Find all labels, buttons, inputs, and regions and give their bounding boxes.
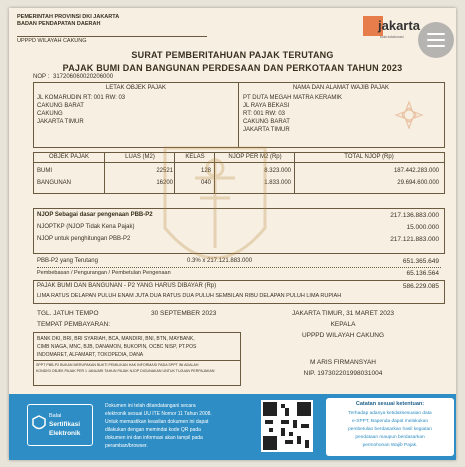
object-table-header: OBJEK PAJAK [49,154,89,160]
note-line: pendataan maupun berdasarkan [355,435,425,440]
taxpayer-line: CAKUNG BARAT [243,119,290,125]
signature-name: M ARIS FIRMANSYAH [310,359,376,366]
note-title: Catatan sesuai ketentuan: [355,401,425,407]
pbb-due-formula: 0.3% x 217.121.883.000 [187,258,253,264]
document-subtitle: PAJAK BUMI DAN BANGUNAN PERDESAAN DAN PERKOTAAN TAHUN 2023 [62,63,403,73]
document-title: SURAT PEMBERITAHUAN PAJAK TERUTANG [131,50,334,60]
object-table-header: NJOP PER M2 (Rp) [228,154,282,160]
ownership-notice: SPPT PBB-P2 BUKAN MERUPAKAN BUKTI PEMILIKAN HAK INFORMASI PADA SPPT INI ADALAH [36,363,199,367]
table-cell: 128 [200,168,211,174]
regulation-note-card [326,398,454,456]
payment-banks-line: INDOMARET, ALFAMART, TOKOPEDIA, DANA [37,352,144,358]
payment-place-label: TEMPAT PEMBAYARAN: [37,321,111,328]
taxpayer-heading: NAMA DAN ALAMAT WAJIB PAJAK [292,85,390,91]
esign-note-line: Dokumen ini telah ditandatangani secara [105,403,196,409]
logo-word: jakarta [378,18,420,33]
payment-banks-line: CIMB NIAGA, MNC, BJB, DANAMON, BUKOPIN, OCBC NISP, PT.POS [37,344,197,350]
logo-tagline: kota kolaborasi [380,35,404,39]
header-divider [17,36,207,37]
note-line: Terhadap adanya ketidaksesuaian data [348,411,432,416]
object-location-heading: LETAK OBJEK PAJAK [105,85,167,91]
pbb-due-label: PBB-P2 yang Terutang [37,258,98,264]
payment-divider [33,360,240,361]
signature-position: KEPALA [330,321,356,328]
ownership-notice: KONDISI OBJEK PAJAK PER 1 JANUARI TAHUN PAJAK NJOP DIGUNAKAN UNTUK TUJUAN PERPAJAKAN [36,369,215,373]
esign-note-line: peramban/browser. [105,443,148,449]
due-date-label: TGL. JATUH TEMPO [37,310,99,317]
payable-label: PAJAK BUMI DAN BANGUNAN - P2 YANG HARUS DIBAYAR (Rp) [37,283,217,289]
taxpayer-line: PT DUTA MEGAH MATRA KERAMIK [243,95,343,101]
esign-note-line: Untuk memastikan keaslian dokumen ini dapat [105,419,209,425]
table-cell: 187.442.283.000 [393,168,439,174]
table-cell: 1.833.000 [264,180,291,186]
jakarta-emblem-watermark-icon [155,138,275,288]
verification-qr-code[interactable] [261,400,313,452]
due-date-value: 30 SEPTEMBER 2023 [151,310,217,317]
taxpayer-line: JAKARTA TIMUR [243,127,290,133]
payable-spelled: LIMA RATUS DELAPAN PULUH ENAM JUTA DUA RATUS DUA PULUH SEMBILAN RIBU DELAPAN PULUH LIMA RUPIAH [37,293,342,299]
table-cell: 040 [200,180,211,186]
table-cell: BANGUNAN [37,180,72,186]
payable-value: 586.229.085 [402,283,439,290]
table-cell: 16200 [156,180,173,186]
header-province: PEMERINTAH PROVINSI DKI JAKARTA [17,14,120,20]
esign-note-line: dilakukan dengan memindai kode QR pada [105,427,201,433]
esign-note-line: dokumen ini dan informasi akan tampil pada [105,435,203,441]
object-table-header: KELAS [185,154,205,160]
njop-calc-label: NJOP untuk penghitungan PBB-P2 [37,236,131,242]
note-line: permohonan Wajib Pajak. [362,443,418,448]
menu-bar-icon [427,39,445,41]
relief-value: 65.136.564 [406,270,439,277]
esign-note-line: elektronik sesuai UU ITE Nomor 11 Tahun 2008. [105,411,212,417]
signature-nip: NIP. 197302201998031004 [303,370,383,377]
nop-label: NOP : [33,74,50,80]
object-table-header: LUAS (M2) [125,154,155,160]
header-agency: BADAN PENDAPATAN DAERAH [17,21,101,27]
object-location-line: JL KOMARUDIN RT: 001 RW: 03 [37,95,126,101]
sppt-document [9,8,456,460]
njoptkp-value: 15.000.000 [406,224,439,231]
menu-bar-icon [427,33,445,35]
cert-line: Balai [49,413,62,419]
signature-place-date: JAKARTA TIMUR, 31 MARET 2023 [291,310,395,317]
njop-base-label: NJOP Sebagai dasar pengenaan PBB-P2 [37,212,153,218]
object-location-line: CAKUNG BARAT [37,103,84,109]
table-cell: BUMI [37,168,52,174]
menu-bar-icon [427,45,445,47]
table-cell: 8.323.000 [264,168,291,174]
header-office: UPPPD WILAYAH CAKUNG [17,38,87,44]
qr-code-icon [261,400,313,452]
taxpayer-line: JL RAYA BEKASI [243,103,290,109]
batik-ornament-icon [394,100,424,130]
object-location-line: JAKARTA TIMUR [37,119,84,125]
object-location-line: CAKUNG [37,111,63,117]
payment-banks-line: BANK DKI, BRI, BRI SYARIAH, BCA, MANDIRI, BNI, BTN, MAYBANK, [37,336,195,342]
table-cell: 29.694.600.000 [397,180,439,186]
object-table-header: TOTAL NJOP (Rp) [344,154,394,160]
shield-icon [32,415,46,433]
cert-line: Sertifikasi [49,421,81,428]
signature-office: UPPPD WILAYAH CAKUNG [301,332,385,339]
certification-badge [27,404,93,446]
footer-band [9,394,456,460]
cert-line: Elektronik [49,430,81,437]
pbb-due-value: 651.365.649 [402,258,439,265]
njop-base-value: 217.136.883.000 [390,212,439,219]
menu-button[interactable] [418,22,454,58]
relief-label: Pembebasan / Pengurangan / Pembetulan Pengenaan [37,270,171,276]
table-cell: 22521 [156,168,173,174]
njop-calc-value: 217.121.883.000 [390,236,439,243]
note-line: pembetulan berdasarkan hasil kegiatan [348,427,432,432]
taxpayer-line: RT: 001 RW: 03 [243,111,286,117]
note-line: e-SPPT, Bapenda dapat melakukan [351,419,428,424]
njoptkp-label: NJOPTKP (NJOP Tidak Kena Pajak) [37,224,135,230]
nop-value: 317206060020206000 [53,74,114,80]
